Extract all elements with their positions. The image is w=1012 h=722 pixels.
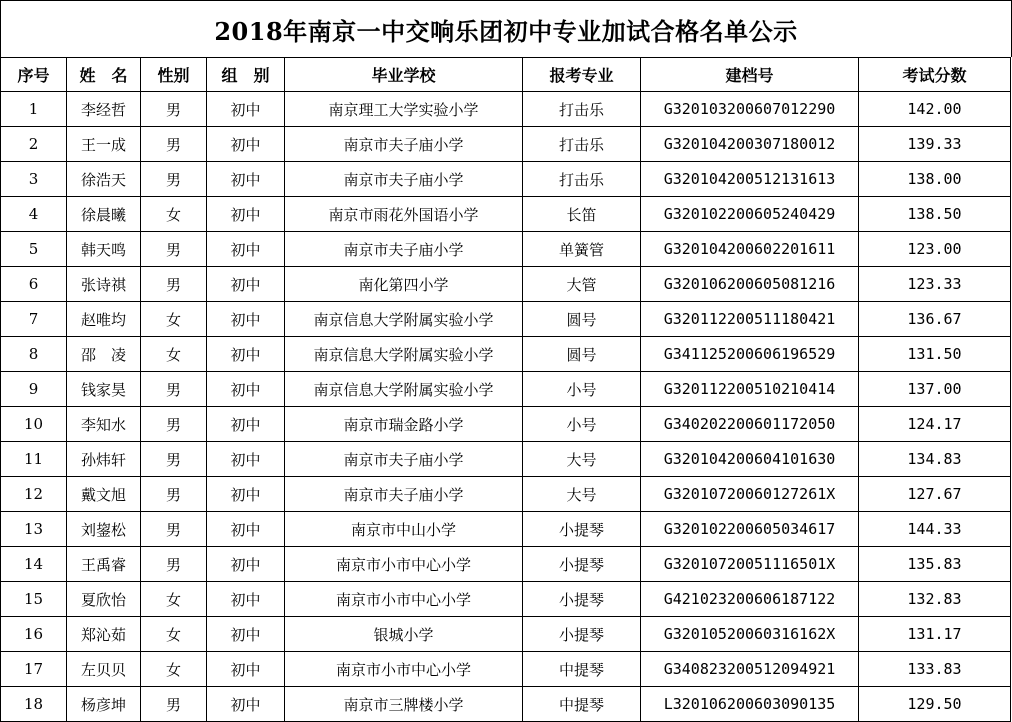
cell-gender[interactable]: 女 (141, 197, 207, 232)
cell-group[interactable]: 初中 (207, 197, 285, 232)
cell-score[interactable]: 139.33 (859, 127, 1011, 162)
cell-name[interactable]: 李经哲 (67, 92, 141, 127)
cell-score[interactable]: 127.67 (859, 477, 1011, 512)
cell-name[interactable]: 李知水 (67, 407, 141, 442)
cell-name[interactable]: 夏欣怡 (67, 582, 141, 617)
cell-major[interactable]: 中提琴 (523, 652, 641, 687)
table-row (1, 337, 1011, 372)
cell-no[interactable]: 7 (1, 302, 67, 337)
header-row (1, 58, 1011, 92)
table-row (1, 512, 1011, 547)
cell-score[interactable]: 138.50 (859, 197, 1011, 232)
cell-no[interactable]: 11 (1, 442, 67, 477)
cell-major[interactable]: 单簧管 (523, 232, 641, 267)
cell-school[interactable]: 南京市夫子庙小学 (285, 477, 523, 512)
cell-school[interactable]: 南京市小市中心小学 (285, 547, 523, 582)
cell-school[interactable]: 南京市夫子庙小学 (285, 162, 523, 197)
table-row (1, 92, 1011, 127)
cell-group[interactable]: 初中 (207, 302, 285, 337)
cell-school[interactable]: 南京市夫子庙小学 (285, 232, 523, 267)
cell-file-no[interactable]: G340202200601172050 (641, 407, 859, 442)
cell-major[interactable]: 打击乐 (523, 127, 641, 162)
table-row (1, 302, 1011, 337)
roster-body (1, 92, 1011, 722)
cell-file-no[interactable]: G320104200512131613 (641, 162, 859, 197)
cell-group[interactable]: 初中 (207, 547, 285, 582)
cell-name[interactable]: 孙炜轩 (67, 442, 141, 477)
cell-gender[interactable]: 男 (141, 512, 207, 547)
cell-major[interactable]: 长笛 (523, 197, 641, 232)
cell-school[interactable]: 南化第四小学 (285, 267, 523, 302)
header-cell-score: 考试分数 (859, 58, 1011, 92)
cell-gender[interactable]: 男 (141, 477, 207, 512)
cell-score[interactable]: 135.83 (859, 547, 1011, 582)
cell-gender[interactable]: 女 (141, 652, 207, 687)
cell-no[interactable]: 5 (1, 232, 67, 267)
cell-major[interactable]: 圆号 (523, 302, 641, 337)
cell-score[interactable]: 132.83 (859, 582, 1011, 617)
cell-file-no[interactable]: L320106200603090135 (641, 687, 859, 722)
cell-gender[interactable]: 男 (141, 162, 207, 197)
cell-school[interactable]: 南京市中山小学 (285, 512, 523, 547)
cell-name[interactable]: 徐浩天 (67, 162, 141, 197)
table-row (1, 442, 1011, 477)
cell-school[interactable]: 南京市夫子庙小学 (285, 442, 523, 477)
cell-file-no[interactable]: G32010520060316162X (641, 617, 859, 652)
cell-major[interactable]: 打击乐 (523, 162, 641, 197)
cell-group[interactable]: 初中 (207, 372, 285, 407)
cell-group[interactable]: 初中 (207, 442, 285, 477)
cell-name[interactable]: 韩天鸣 (67, 232, 141, 267)
cell-name[interactable]: 左贝贝 (67, 652, 141, 687)
cell-score[interactable]: 134.83 (859, 442, 1011, 477)
cell-major[interactable]: 打击乐 (523, 92, 641, 127)
cell-gender[interactable]: 男 (141, 232, 207, 267)
cell-major[interactable]: 中提琴 (523, 687, 641, 722)
cell-name[interactable]: 赵唯均 (67, 302, 141, 337)
sheet-title: 2018年南京一中交响乐团初中专业加试合格名单公示 (0, 0, 1012, 57)
header-cell-group: 组 别 (207, 58, 285, 92)
table-row (1, 477, 1011, 512)
cell-group[interactable]: 初中 (207, 582, 285, 617)
cell-major[interactable]: 小提琴 (523, 512, 641, 547)
cell-no[interactable]: 2 (1, 127, 67, 162)
cell-score[interactable]: 131.50 (859, 337, 1011, 372)
cell-school[interactable]: 南京信息大学附属实验小学 (285, 337, 523, 372)
table-row (1, 547, 1011, 582)
cell-school[interactable]: 南京市小市中心小学 (285, 652, 523, 687)
table-row (1, 582, 1011, 617)
cell-group[interactable]: 初中 (207, 652, 285, 687)
cell-gender[interactable]: 男 (141, 92, 207, 127)
cell-file-no[interactable]: G320104200307180012 (641, 127, 859, 162)
header-cell-file-no: 建档号 (641, 58, 859, 92)
cell-name[interactable]: 郑沁茹 (67, 617, 141, 652)
header-cell-school: 毕业学校 (285, 58, 523, 92)
cell-score[interactable]: 137.00 (859, 372, 1011, 407)
cell-major[interactable]: 圆号 (523, 337, 641, 372)
cell-file-no[interactable]: G320102200605240429 (641, 197, 859, 232)
cell-gender[interactable]: 男 (141, 407, 207, 442)
cell-no[interactable]: 13 (1, 512, 67, 547)
cell-score[interactable]: 123.33 (859, 267, 1011, 302)
cell-major[interactable]: 大号 (523, 477, 641, 512)
cell-gender[interactable]: 女 (141, 337, 207, 372)
cell-major[interactable]: 小提琴 (523, 582, 641, 617)
header-cell-gender: 性别 (141, 58, 207, 92)
cell-group[interactable]: 初中 (207, 267, 285, 302)
cell-school[interactable]: 南京市小市中心小学 (285, 582, 523, 617)
table-row (1, 372, 1011, 407)
cell-group[interactable]: 初中 (207, 687, 285, 722)
cell-no[interactable]: 12 (1, 477, 67, 512)
cell-name[interactable]: 邵 凌 (67, 337, 141, 372)
cell-gender[interactable]: 男 (141, 372, 207, 407)
cell-file-no[interactable]: G320102200605034617 (641, 512, 859, 547)
cell-gender[interactable]: 男 (141, 267, 207, 302)
cell-name[interactable]: 张诗祺 (67, 267, 141, 302)
cell-group[interactable]: 初中 (207, 337, 285, 372)
cell-group[interactable]: 初中 (207, 162, 285, 197)
cell-file-no[interactable]: G32010720060127261X (641, 477, 859, 512)
cell-score[interactable]: 133.83 (859, 652, 1011, 687)
cell-file-no[interactable]: G421023200606187122 (641, 582, 859, 617)
cell-gender[interactable]: 男 (141, 547, 207, 582)
cell-no[interactable]: 15 (1, 582, 67, 617)
roster-table (0, 57, 1011, 722)
header-cell-name: 姓 名 (67, 58, 141, 92)
table-row (1, 652, 1011, 687)
cell-file-no[interactable]: G320112200511180421 (641, 302, 859, 337)
cell-name[interactable]: 杨彦坤 (67, 687, 141, 722)
cell-name[interactable]: 徐晨曦 (67, 197, 141, 232)
cell-name[interactable]: 钱家昊 (67, 372, 141, 407)
cell-school[interactable]: 南京市三牌楼小学 (285, 687, 523, 722)
cell-gender[interactable]: 男 (141, 127, 207, 162)
cell-no[interactable]: 4 (1, 197, 67, 232)
cell-file-no[interactable]: G320106200605081216 (641, 267, 859, 302)
table-row (1, 127, 1011, 162)
cell-no[interactable]: 14 (1, 547, 67, 582)
cell-school[interactable]: 南京信息大学附属实验小学 (285, 372, 523, 407)
cell-gender[interactable]: 女 (141, 302, 207, 337)
table-row (1, 617, 1011, 652)
cell-gender[interactable]: 女 (141, 617, 207, 652)
cell-gender[interactable]: 男 (141, 687, 207, 722)
table-row (1, 267, 1011, 302)
cell-score[interactable]: 123.00 (859, 232, 1011, 267)
cell-school[interactable]: 南京市雨花外国语小学 (285, 197, 523, 232)
cell-no[interactable]: 3 (1, 162, 67, 197)
cell-gender[interactable]: 男 (141, 442, 207, 477)
cell-group[interactable]: 初中 (207, 232, 285, 267)
cell-name[interactable]: 戴文旭 (67, 477, 141, 512)
cell-group[interactable]: 初中 (207, 92, 285, 127)
cell-no[interactable]: 1 (1, 92, 67, 127)
cell-major[interactable]: 大号 (523, 442, 641, 477)
cell-no[interactable]: 8 (1, 337, 67, 372)
cell-file-no[interactable]: G320103200607012290 (641, 92, 859, 127)
cell-major[interactable]: 小提琴 (523, 547, 641, 582)
cell-score[interactable]: 142.00 (859, 92, 1011, 127)
cell-file-no[interactable]: G320112200510210414 (641, 372, 859, 407)
cell-score[interactable]: 138.00 (859, 162, 1011, 197)
cell-file-no[interactable]: G320104200602201611 (641, 232, 859, 267)
cell-score[interactable]: 124.17 (859, 407, 1011, 442)
table-row (1, 197, 1011, 232)
table-row (1, 232, 1011, 267)
cell-school[interactable]: 南京理工大学实验小学 (285, 92, 523, 127)
table-row (1, 162, 1011, 197)
cell-name[interactable]: 王禹睿 (67, 547, 141, 582)
cell-score[interactable]: 131.17 (859, 617, 1011, 652)
cell-group[interactable]: 初中 (207, 477, 285, 512)
cell-no[interactable]: 10 (1, 407, 67, 442)
cell-score[interactable]: 136.67 (859, 302, 1011, 337)
cell-file-no[interactable]: G341125200606196529 (641, 337, 859, 372)
cell-no[interactable]: 18 (1, 687, 67, 722)
cell-school[interactable]: 南京市瑞金路小学 (285, 407, 523, 442)
cell-no[interactable]: 6 (1, 267, 67, 302)
cell-file-no[interactable]: G32010720051116501X (641, 547, 859, 582)
cell-major[interactable]: 大管 (523, 267, 641, 302)
cell-group[interactable]: 初中 (207, 407, 285, 442)
table-row (1, 407, 1011, 442)
cell-score[interactable]: 129.50 (859, 687, 1011, 722)
header-cell-major: 报考专业 (523, 58, 641, 92)
cell-file-no[interactable]: G340823200512094921 (641, 652, 859, 687)
cell-school[interactable]: 南京信息大学附属实验小学 (285, 302, 523, 337)
header-cell-no: 序号 (1, 58, 67, 92)
cell-score[interactable]: 144.33 (859, 512, 1011, 547)
cell-no[interactable]: 9 (1, 372, 67, 407)
table-row (1, 687, 1011, 722)
cell-file-no[interactable]: G320104200604101630 (641, 442, 859, 477)
cell-school[interactable]: 南京市夫子庙小学 (285, 127, 523, 162)
cell-major[interactable]: 小提琴 (523, 617, 641, 652)
cell-school[interactable]: 银城小学 (285, 617, 523, 652)
cell-major[interactable]: 小号 (523, 372, 641, 407)
cell-name[interactable]: 王一成 (67, 127, 141, 162)
cell-group[interactable]: 初中 (207, 512, 285, 547)
cell-major[interactable]: 小号 (523, 407, 641, 442)
cell-group[interactable]: 初中 (207, 617, 285, 652)
cell-no[interactable]: 17 (1, 652, 67, 687)
cell-name[interactable]: 刘鋆松 (67, 512, 141, 547)
cell-gender[interactable]: 女 (141, 582, 207, 617)
cell-group[interactable]: 初中 (207, 127, 285, 162)
cell-no[interactable]: 16 (1, 617, 67, 652)
